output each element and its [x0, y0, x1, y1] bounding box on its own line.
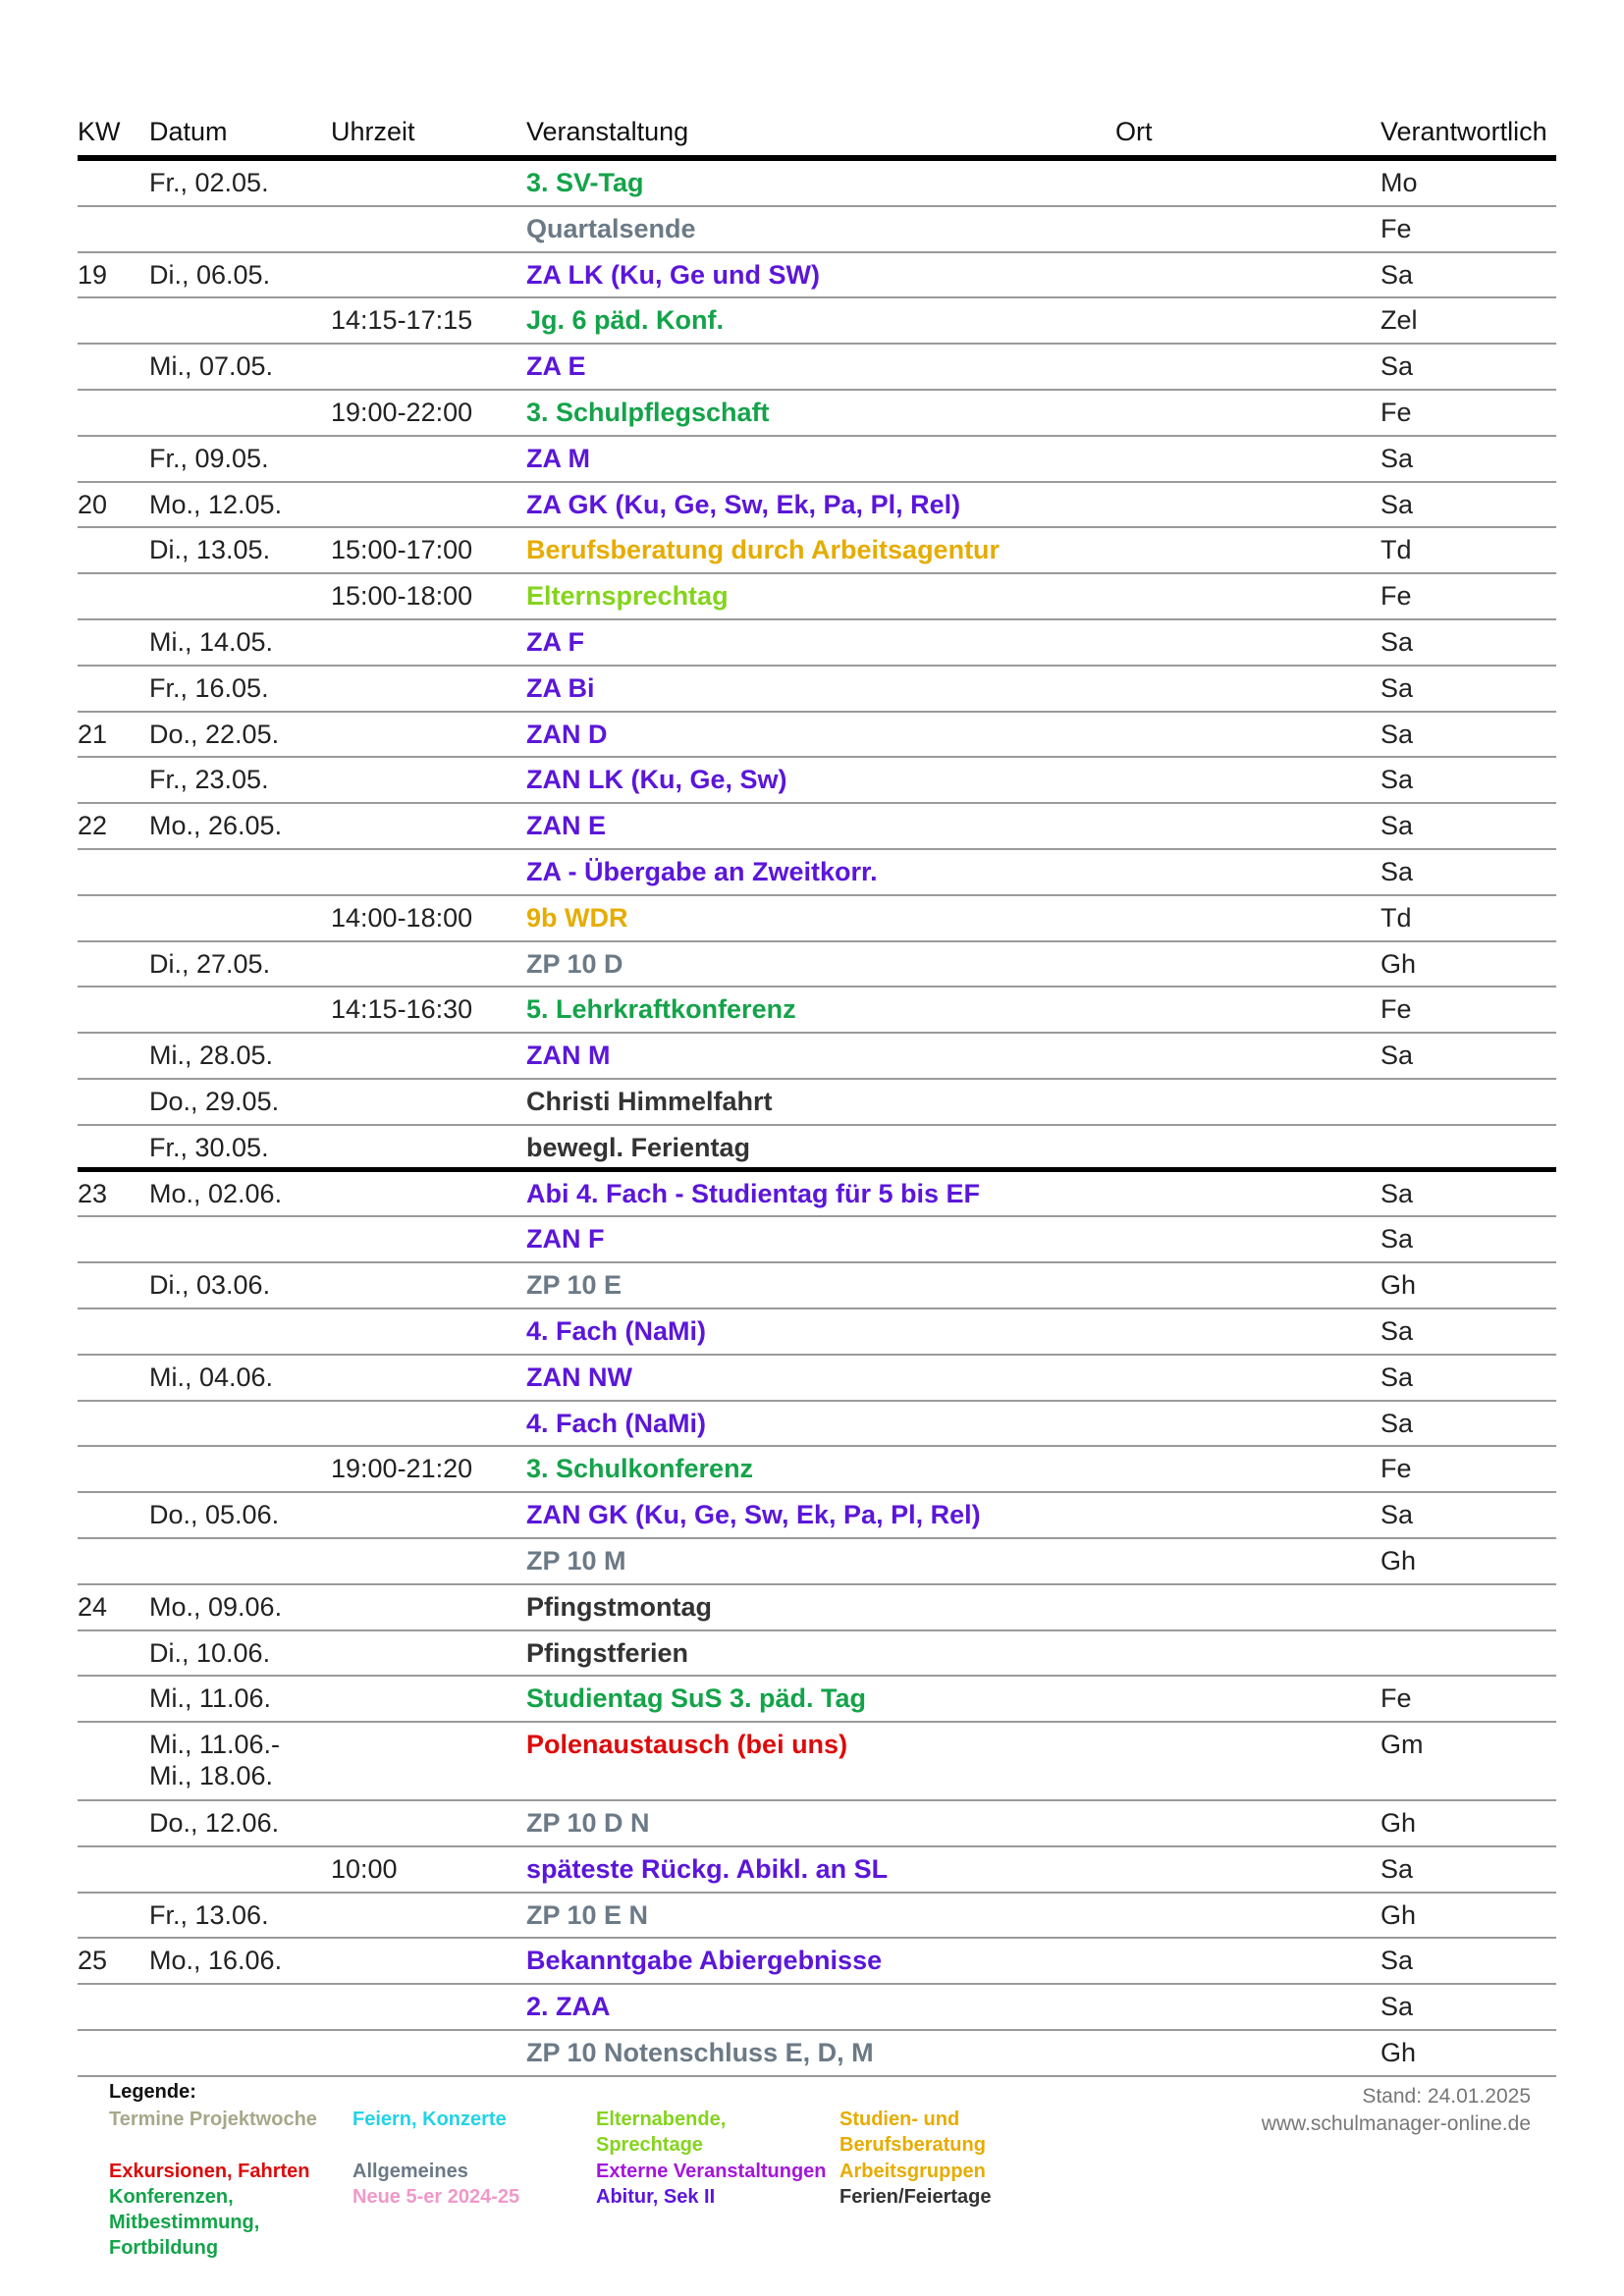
table-row	[78, 1034, 1556, 1080]
cell-time: 19:00-21:20	[331, 1454, 473, 1484]
cell-event: ZP 10 D	[526, 948, 623, 979]
table-row	[78, 1677, 1556, 1723]
header-date: Datum	[149, 117, 228, 146]
cell-resp: Sa	[1380, 1041, 1414, 1071]
cell-resp: Sa	[1380, 443, 1414, 473]
cell-event: ZA LK (Ku, Ge und SW)	[526, 259, 820, 290]
cell-event: ZAN F	[526, 1224, 605, 1255]
cell-resp: Sa	[1380, 1224, 1414, 1255]
cell-resp: Fe	[1380, 397, 1412, 427]
cell-event: ZAN E	[526, 811, 606, 841]
table-row	[78, 391, 1556, 437]
cell-event: ZA M	[526, 443, 590, 473]
table-row	[78, 253, 1556, 299]
table-row	[78, 850, 1556, 896]
table-body	[78, 161, 1556, 2077]
cell-date: Mo., 02.06.	[149, 1178, 283, 1208]
cell-event: Abi 4. Fach - Studientag für 5 bis EF	[526, 1178, 981, 1208]
table-header	[78, 108, 1556, 161]
table-row	[78, 1309, 1556, 1356]
footer-info	[1262, 2083, 1531, 2138]
cell-time: 14:00-18:00	[331, 902, 473, 933]
cell-event: ZAN NW	[526, 1362, 632, 1392]
header-kw: KW	[78, 117, 121, 146]
table-row	[78, 1080, 1556, 1126]
legend-item: Konferenzen, Mitbestimmung, Fortbildung	[109, 2186, 260, 2259]
cell-resp: Fe	[1380, 1454, 1412, 1484]
table-row	[78, 1539, 1556, 1585]
cell-resp: Gm	[1380, 1730, 1424, 1760]
cell-time: 19:00-22:00	[331, 397, 473, 427]
cell-event: Studientag SuS 3. päd. Tag	[526, 1683, 867, 1714]
cell-event: ZAN GK (Ku, Ge, Sw, Ek, Pa, Pl, Rel)	[526, 1500, 981, 1530]
cell-resp: Sa	[1380, 1362, 1414, 1392]
legend-item: Arbeitsgruppen	[839, 2161, 986, 2182]
table-row	[78, 528, 1556, 574]
cell-date: Mo., 26.05.	[149, 811, 283, 841]
table-row	[78, 298, 1556, 345]
cell-resp: Gh	[1380, 1899, 1417, 1930]
cell-resp: Sa	[1380, 1946, 1414, 1976]
cell-kw: 21	[78, 719, 108, 749]
header-event: Veranstaltung	[526, 117, 689, 146]
cell-resp: Sa	[1380, 856, 1414, 886]
cell-date: Fr., 02.05.	[149, 168, 269, 197]
table-row	[78, 1939, 1556, 1985]
cell-date: Di., 27.05.	[149, 948, 271, 979]
cell-resp: Fe	[1380, 581, 1412, 612]
cell-resp: Zel	[1380, 305, 1418, 336]
table-row	[78, 1894, 1556, 1940]
cell-event: Christi Himmelfahrt	[526, 1086, 773, 1116]
table-row	[78, 345, 1556, 391]
cell-event: ZP 10 D N	[526, 1808, 650, 1839]
cell-kw: 24	[78, 1591, 108, 1622]
legend-item: Studien- und Berufsberatung	[839, 2109, 986, 2156]
table-row	[78, 758, 1556, 804]
table-row	[78, 1723, 1556, 1801]
cell-date: Do., 12.06.	[149, 1808, 280, 1839]
cell-event: ZP 10 E	[526, 1270, 623, 1301]
table-row	[78, 804, 1556, 850]
cell-resp: Td	[1380, 902, 1412, 933]
cell-resp: Fe	[1380, 213, 1412, 243]
cell-event: ZA - Übergabe an Zweitkorr.	[526, 856, 878, 886]
cell-event: Pfingstmontag	[526, 1591, 712, 1622]
cell-event: Polenaustausch (bei uns)	[526, 1730, 848, 1760]
cell-resp: Sa	[1380, 811, 1414, 841]
cell-date: Di., 03.06.	[149, 1270, 271, 1301]
cell-event: ZA F	[526, 626, 584, 657]
cell-event: Pfingstferien	[526, 1637, 689, 1668]
legend-title: Legende:	[109, 2081, 196, 2103]
cell-event: Bekanntgabe Abiergebnisse	[526, 1946, 883, 1976]
cell-resp: Td	[1380, 535, 1412, 565]
legend-item: Allgemeines	[352, 2161, 468, 2182]
cell-event: ZP 10 E N	[526, 1899, 649, 1930]
cell-resp: Sa	[1380, 351, 1414, 382]
cell-event: bewegl. Ferientag	[526, 1132, 751, 1162]
cell-event: ZA GK (Ku, Ge, Sw, Ek, Pa, Pl, Rel)	[526, 489, 961, 519]
table-row	[78, 483, 1556, 529]
table-row	[78, 1402, 1556, 1448]
cell-time: 15:00-17:00	[331, 535, 473, 565]
cell-resp: Sa	[1380, 1408, 1414, 1438]
cell-resp: Sa	[1380, 1500, 1414, 1530]
table-row	[78, 1847, 1556, 1894]
table-row	[78, 207, 1556, 253]
legend-item: Externe Veranstaltungen	[596, 2161, 827, 2182]
cell-date: Di., 06.05.	[149, 259, 271, 290]
cell-resp: Sa	[1380, 1315, 1414, 1346]
cell-date: Do., 22.05.	[149, 719, 280, 749]
cell-resp: Gh	[1380, 1270, 1417, 1301]
cell-date: Mi., 07.05.	[149, 351, 274, 382]
table-row	[78, 161, 1556, 207]
cell-kw: 23	[78, 1178, 108, 1208]
cell-resp: Sa	[1380, 1178, 1414, 1208]
cell-resp: Fe	[1380, 1683, 1412, 1714]
cell-event: 3. Schulkonferenz	[526, 1454, 754, 1484]
legend-item: Neue 5-er 2024-25	[352, 2186, 520, 2208]
cell-date: Di., 10.06.	[149, 1637, 271, 1668]
cell-kw: 22	[78, 811, 108, 841]
cell-event: Berufsberatung durch Arbeitsagentur	[526, 535, 1001, 565]
table-row	[78, 1985, 1556, 2031]
cell-date: Fr., 23.05.	[149, 765, 269, 795]
cell-resp: Sa	[1380, 489, 1414, 519]
cell-event: 5. Lehrkraftkonferenz	[526, 994, 796, 1025]
cell-event: ZA Bi	[526, 672, 595, 703]
cell-resp: Mo	[1380, 168, 1418, 197]
legend-item: Elternabende, Sprechtage	[596, 2109, 727, 2156]
cell-event: ZAN LK (Ku, Ge, Sw)	[526, 765, 787, 795]
cell-resp: Gh	[1380, 2038, 1417, 2068]
cell-date: Fr., 16.05.	[149, 672, 269, 703]
cell-resp: Sa	[1380, 259, 1414, 290]
table-row	[78, 1263, 1556, 1309]
cell-resp: Sa	[1380, 719, 1414, 749]
cell-date: Fr., 30.05.	[149, 1132, 269, 1162]
schedule-table	[78, 108, 1556, 2077]
header-time: Uhrzeit	[331, 117, 415, 146]
cell-resp: Sa	[1380, 765, 1414, 795]
cell-date: Mi., 04.06.	[149, 1362, 274, 1392]
cell-date: Mo., 09.06.	[149, 1591, 283, 1622]
cell-date: Mi., 14.05.	[149, 626, 274, 657]
cell-event: Quartalsende	[526, 213, 696, 243]
cell-event: 4. Fach (NaMi)	[526, 1315, 707, 1346]
table-row	[78, 574, 1556, 620]
cell-event: ZAN D	[526, 719, 608, 749]
header-resp: Verantwortlich	[1380, 117, 1547, 146]
cell-resp: Gh	[1380, 1808, 1417, 1839]
cell-time: 14:15-17:15	[331, 305, 473, 336]
cell-resp: Fe	[1380, 994, 1412, 1025]
cell-event: späteste Rückg. Abikl. an SL	[526, 1853, 889, 1884]
cell-resp: Sa	[1380, 626, 1414, 657]
table-row	[78, 1356, 1556, 1402]
cell-event: Jg. 6 päd. Konf.	[526, 305, 725, 336]
legend-item: Termine Projektwoche	[109, 2109, 317, 2130]
cell-resp: Gh	[1380, 1545, 1417, 1575]
cell-date: Mi., 11.06.	[149, 1683, 272, 1714]
cell-kw: 19	[78, 259, 108, 290]
table-row	[78, 620, 1556, 667]
legend-item: Abitur, Sek II	[596, 2186, 716, 2208]
cell-date: Fr., 09.05.	[149, 443, 269, 473]
table-row	[78, 437, 1556, 483]
cell-event: 9b WDR	[526, 902, 628, 933]
cell-kw: 20	[78, 489, 108, 519]
cell-date: Di., 13.05.	[149, 535, 271, 565]
header-place: Ort	[1115, 117, 1153, 146]
cell-date: Mi., 11.06.- Mi., 18.06.	[149, 1730, 281, 1791]
table-row	[78, 1585, 1556, 1631]
stand-date: Stand: 24.01.2025	[1362, 2085, 1531, 2108]
cell-kw: 25	[78, 1946, 108, 1976]
cell-event: 3. Schulpflegschaft	[526, 397, 770, 427]
cell-event: 3. SV-Tag	[526, 168, 644, 197]
cell-resp: Sa	[1380, 1992, 1414, 2022]
table-row	[78, 1126, 1556, 1172]
cell-date: Do., 05.06.	[149, 1500, 280, 1530]
cell-date: Do., 29.05.	[149, 1086, 280, 1116]
cell-date: Fr., 13.06.	[149, 1899, 269, 1930]
cell-event: 4. Fach (NaMi)	[526, 1408, 707, 1438]
cell-time: 15:00-18:00	[331, 581, 473, 612]
table-row	[78, 2031, 1556, 2077]
table-row	[78, 1493, 1556, 1539]
cell-time: 14:15-16:30	[331, 994, 473, 1025]
cell-resp: Gh	[1380, 948, 1417, 979]
table-row	[78, 667, 1556, 713]
table-row	[78, 1447, 1556, 1493]
cell-event: 2. ZAA	[526, 1992, 611, 2022]
cell-date: Mi., 28.05.	[149, 1041, 274, 1071]
cell-event: ZP 10 Notenschluss E, D, M	[526, 2038, 874, 2068]
cell-event: ZAN M	[526, 1041, 611, 1071]
legend-item: Ferien/Feiertage	[839, 2186, 992, 2208]
cell-resp: Sa	[1380, 672, 1414, 703]
legend-item: Feiern, Konzerte	[352, 2109, 507, 2130]
table-row	[78, 896, 1556, 942]
table-row	[78, 988, 1556, 1034]
cell-time: 10:00	[331, 1853, 398, 1884]
table-row	[78, 713, 1556, 759]
table-row	[78, 942, 1556, 988]
table-row	[78, 1801, 1556, 1847]
cell-event: Elternsprechtag	[526, 581, 729, 612]
cell-resp: Sa	[1380, 1853, 1414, 1884]
cell-event: ZP 10 M	[526, 1545, 626, 1575]
source-url: www.schulmanager-online.de	[1261, 2112, 1531, 2135]
cell-date: Mo., 16.06.	[149, 1946, 283, 1976]
legend-item: Exkursionen, Fahrten	[109, 2161, 310, 2182]
table-row	[78, 1631, 1556, 1678]
table-row	[78, 1217, 1556, 1263]
cell-date: Mo., 12.05.	[149, 489, 283, 519]
table-row	[78, 1172, 1556, 1218]
cell-event: ZA E	[526, 351, 586, 382]
